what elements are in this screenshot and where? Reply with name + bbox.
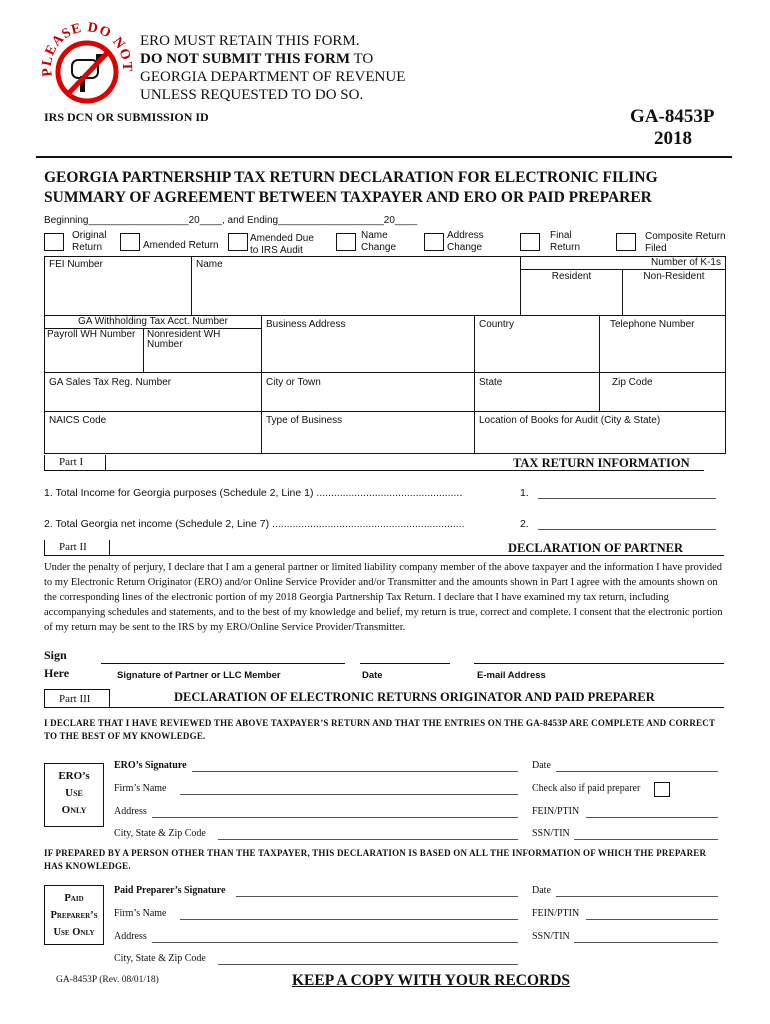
pp-date-field[interactable] [556,896,718,897]
ero-fein-field[interactable] [586,817,718,818]
payroll-wh-field[interactable]: Payroll WH Number [44,328,144,373]
retain-line-4: UNLESS REQUESTED TO DO SO. [140,87,364,103]
sign-here: Sign Here [44,648,70,680]
ero-signature-field[interactable] [192,771,518,772]
ero-date-field[interactable] [556,771,718,772]
original-return-checkbox[interactable] [44,233,64,251]
ero-ssn-label: SSN/TIN [532,828,570,839]
line2-amount-field[interactable] [538,529,716,530]
country-field[interactable]: Country [474,315,600,373]
ero-address-field[interactable] [152,817,518,818]
k1-nonresident-field[interactable]: Non-Resident [622,269,726,316]
part3-heading: DECLARATION OF ELECTRONIC RETURNS ORIGINATOR AND PAID PREPARER [174,690,655,704]
fei-number-field[interactable]: FEI Number [44,256,192,316]
pp-signature-label: Paid Preparer’s Signature [114,885,226,896]
business-address-field[interactable]: Business Address [261,315,475,373]
zip-field[interactable]: Zip Code [599,372,726,412]
paid-preparer-use-only-box: Paid Preparer’s Use Only [44,885,104,945]
header-rule [36,156,732,158]
pp-fein-label: FEIN/PTIN [532,908,580,919]
partner-declaration: Under the penalty of perjury, I declare that I am a general partner or limited liability company member of the above taxpayer and the information I have provided to my Electronic Return Originator (ERO) and/or Online Service Provider and/or Transmitter and the amounts shown in Part I agree with the amounts shown on the corresponding lines of the electronic portion of my 2018 Georgia Partnership Tax Return. I declare that I have examined my tax return, including accompanying schedules and statements, and to the best of my knowledge and belief, my return is true, correct and complete. I consent that the electronic portion of my return may be sent to the IRS by my ERO/Online Service Provider/Transmitter. [44,562,723,633]
address-change-label: Address Change [447,230,484,253]
business-type-field[interactable]: Type of Business [261,411,475,454]
k1-count-header: Number of K-1s [520,256,726,270]
line2-number: 2. [520,518,529,530]
pp-firm-label: Firm’s Name [114,908,167,919]
partner-email-field[interactable] [474,663,724,664]
amended-due-label: Amended Due to IRS Audit [250,233,314,256]
composite-return-label: Composite Return Filed [645,231,726,254]
pp-city-label: City, State & Zip Code [114,953,206,964]
keep-copy-notice: KEEP A COPY WITH YOUR RECORDS [292,972,571,989]
ero-city-label: City, State & Zip Code [114,828,206,839]
name-change-checkbox[interactable] [336,233,356,251]
k1-resident-field[interactable]: Resident [520,269,623,316]
paid-preparer-checkbox[interactable] [654,782,670,797]
name-change-label: Name Change [361,230,397,253]
composite-return-checkbox[interactable] [616,233,636,251]
partner-date-field[interactable] [360,663,450,664]
svg-text:PLEASE DO NOT MAIL!: PLEASE DO NOT [39,20,135,78]
revision-note: GA-8453P (Rev. 08/01/18) [56,975,159,985]
ero-date-label: Date [532,760,551,771]
ero-city-field[interactable] [218,839,518,840]
tax-year: 2018 [654,128,692,149]
books-location-field[interactable]: Location of Books for Audit (City & State) [474,411,726,454]
pp-ssn-label: SSN/TIN [532,931,570,942]
ga-withholding-header: GA Withholding Tax Acct. Number [44,315,262,329]
pp-fein-field[interactable] [586,919,718,920]
retain-line-2: DO NOT SUBMIT THIS FORM TO [140,51,374,67]
ero-declaration: I DECLARE THAT I HAVE REVIEWED THE ABOVE TAXPAYER’S RETURN AND THAT THE ENTRIES ON THE GA-8453P ARE COMPLETE AND CORRECT TO THE BEST OF MY KNOWLEDGE. [44,718,715,741]
ero-address-label: Address [114,806,147,817]
pp-address-label: Address [114,931,147,942]
amended-due-checkbox[interactable] [228,233,248,251]
name-field[interactable]: Name [191,256,521,316]
naics-field[interactable]: NAICS Code [44,411,262,454]
part2-label: Part II [44,540,110,555]
pp-address-field[interactable] [152,942,518,943]
pp-city-field[interactable] [218,964,518,965]
form-number: GA-8453P [630,106,715,127]
final-return-label: Final Return [550,230,581,253]
line2-label: 2. Total Georgia net income (Schedule 2, Line 7) .................................................................. [44,518,465,530]
partner-email-label: E-mail Address [477,670,546,681]
form-title: GEORGIA PARTNERSHIP TAX RETURN DECLARATION FOR ELECTRONIC FILING SUMMARY OF AGREEMENT BETWEEN TAXPAYER AND ERO OR PAID PREPARER [44,169,658,206]
state-field[interactable]: State [474,372,600,412]
amended-return-checkbox[interactable] [120,233,140,251]
no-mail-icon [36,14,136,114]
ero-ssn-field[interactable] [574,839,718,840]
final-return-checkbox[interactable] [520,233,540,251]
line1-amount-field[interactable] [538,498,716,499]
nonresident-wh-field[interactable]: Nonresident WH Number [143,328,262,373]
do-not-mail-stamp [36,14,136,114]
retain-notice [140,32,405,104]
line1-label: 1. Total Income for Georgia purposes (Schedule 2, Line 1) .................................................. [44,487,463,499]
ero-use-only-box: ERO’s Use Only [44,763,104,827]
original-return-label: Original Return [72,230,107,253]
ero-signature-label: ERO’s Signature [114,760,187,771]
address-change-checkbox[interactable] [424,233,444,251]
telephone-field[interactable]: Telephone Number [599,315,726,373]
retain-line-1: ERO MUST RETAIN THIS FORM. [140,33,360,49]
retain-line-3: GEORGIA DEPARTMENT OF REVENUE [140,69,406,85]
pp-ssn-field[interactable] [574,942,718,943]
line1-number: 1. [520,487,529,499]
pp-signature-field[interactable] [236,896,518,897]
partner-signature-label: Signature of Partner or LLC Member [117,670,281,681]
partner-signature-field[interactable] [101,663,345,664]
part3-label: Part III [44,689,110,707]
part1-label: Part I [44,455,106,470]
amended-return-label: Amended Return [143,240,219,251]
pp-firm-field[interactable] [180,919,518,920]
paid-preparer-check-label: Check also if paid preparer [532,783,641,794]
part2-heading: DECLARATION OF PARTNER [508,541,684,555]
dcn-label: IRS DCN OR SUBMISSION ID [44,110,209,124]
ero-firm-label: Firm’s Name [114,783,167,794]
partner-date-label: Date [362,670,383,681]
ero-fein-label: FEIN/PTIN [532,806,580,817]
sales-tax-field[interactable]: GA Sales Tax Reg. Number [44,372,262,412]
pp-date-label: Date [532,885,551,896]
ero-firm-field[interactable] [180,794,518,795]
preparer-declaration: IF PREPARED BY A PERSON OTHER THAN THE TAXPAYER, THIS DECLARATION IS BASED ON ALL THE INFORMATION OF WHICH THE PREPARER HAS KNOWLEDGE. [44,848,707,871]
tax-period[interactable]: Beginning__________________20____, and Ending___________________20____ [44,215,418,226]
city-field[interactable]: City or Town [261,372,475,412]
part1-heading: TAX RETURN INFORMATION [513,456,690,470]
